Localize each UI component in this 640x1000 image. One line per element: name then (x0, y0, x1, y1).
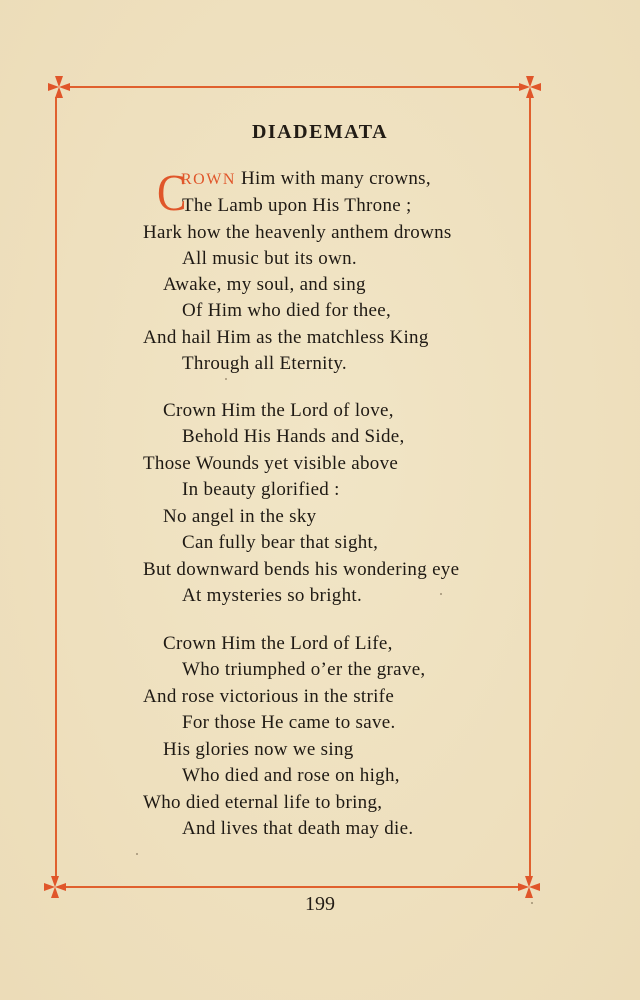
poem-line: All music but its own. (182, 248, 357, 269)
poem-line (181, 168, 431, 191)
poem-line: Hark how the heavenly anthem drowns (143, 222, 452, 243)
poem-line: At mysteries so bright. (182, 585, 362, 606)
poem-line: Those Wounds yet visible above (143, 453, 399, 474)
poem-line: And hail Him as the matchless King (143, 327, 429, 348)
poem-line: Through all Eternity. (182, 353, 347, 374)
poem-line: But downward bends his wondering eye (143, 559, 460, 580)
border-right (529, 97, 531, 876)
poem-line: Of Him who died for thee, (182, 300, 392, 321)
paper-speck (531, 902, 533, 904)
cross-pattee-icon (519, 76, 541, 98)
poem-line-text: Him with many crowns, (235, 168, 431, 189)
poem-title: DIADEMATA (251, 121, 389, 143)
paper-speck (225, 378, 227, 380)
poem-line: Awake, my soul, and sing (163, 274, 366, 295)
poem-line: No angel in the sky (163, 506, 317, 527)
poem-line: Who triumphed o’er the grave, (182, 659, 426, 680)
poem-line: Behold His Hands and Side, (182, 426, 405, 447)
opening-small-caps: ROWN (181, 171, 236, 188)
poem-line: His glories now we sing (163, 739, 354, 760)
border-left (55, 97, 57, 876)
paper-speck (440, 593, 442, 595)
poem-line: The Lamb upon His Throne ; (182, 195, 412, 216)
page-number: 199 (305, 893, 335, 915)
cross-pattee-icon (48, 76, 70, 98)
drop-cap: C (157, 165, 187, 222)
poem-line: And lives that death may die. (182, 818, 414, 839)
poem-line: And rose victorious in the strife (143, 686, 395, 707)
border-top (68, 86, 520, 88)
poem-line: Who died and rose on high, (182, 765, 400, 786)
poem-line: Crown Him the Lord of love, (163, 400, 394, 421)
poem-line: Crown Him the Lord of Life, (163, 633, 393, 654)
border-bottom (66, 886, 518, 888)
poem-line: In beauty glorified : (182, 479, 340, 500)
poem-line: Who died eternal life to bring, (143, 792, 383, 813)
poem-line: Can fully bear that sight, (182, 532, 379, 553)
paper-speck (136, 853, 138, 855)
poem-line: For those He came to save. (182, 712, 396, 733)
